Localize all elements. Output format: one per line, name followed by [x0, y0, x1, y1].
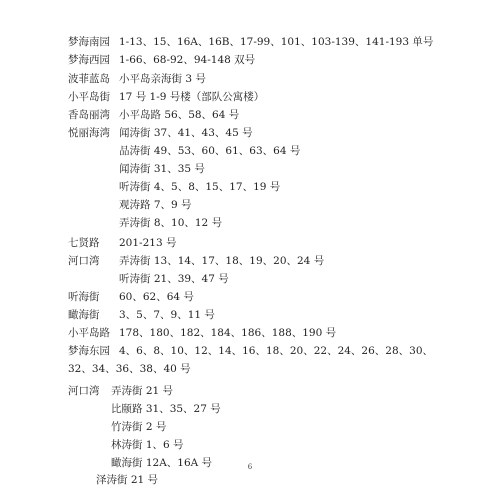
district-name: 香岛丽湾 [68, 109, 110, 121]
district-name: 七贤路 [68, 237, 100, 249]
address-range: 3、5、7、9、11 号 [119, 309, 215, 321]
address-range: 32、34、36、38、40 号 [68, 363, 191, 375]
district-name: 河口湾 [68, 385, 100, 397]
address-range: 林涛街 1、6 号 [111, 439, 184, 451]
district-name: 波菲蓝岛 [68, 73, 110, 85]
address-range: 比颐路 31、35、27 号 [111, 403, 221, 415]
address-range: 小平岛亲海街 3 号 [119, 73, 206, 85]
address-range: 60、62、64 号 [119, 291, 194, 303]
address-range: 弄涛街 13、14、17、18、19、20、24 号 [119, 255, 325, 267]
district-name: 悦丽海湾 [68, 127, 110, 139]
address-range: 小平岛路 56、58、64 号 [119, 109, 240, 121]
district-name: 梦海西园 [68, 54, 110, 66]
district-name: 小平岛路 [68, 327, 110, 339]
address-range: 观涛路 7、9 号 [119, 199, 192, 211]
address-range: 瞰海街 12A、16A 号 [111, 457, 213, 469]
address-range: 弄涛街 8、10、12 号 [119, 217, 223, 229]
address-range: 201-213 号 [119, 237, 177, 249]
page-number: 6 [247, 463, 253, 471]
address-range: 1-66、68-92、94-148 双号 [119, 54, 256, 66]
address-range: 泽涛街 21 号 [96, 474, 159, 486]
address-range: 竹涛街 2 号 [111, 421, 167, 433]
district-name: 瞰海街 [68, 309, 100, 321]
address-range: 弄涛街 21 号 [111, 385, 174, 397]
district-name: 梦海南园 [68, 36, 110, 48]
address-range: 178、180、182、184、186、188、190 号 [119, 327, 337, 339]
address-range: 听涛街 21、39、47 号 [119, 273, 229, 285]
address-range: 1-13、15、16A、16B、17-99、101、103-139、141-193 单号 [119, 36, 434, 48]
address-range: 听涛街 4、5、8、15、17、19 号 [119, 181, 281, 193]
address-range: 闻涛街 37、41、43、45 号 [119, 127, 253, 139]
district-name: 梦海东园 [68, 345, 110, 357]
address-range: 4、6、8、10、12、14、16、18、20、22、24、26、28、30、 [119, 345, 434, 357]
district-name: 河口湾 [68, 255, 100, 267]
district-name: 小平岛街 [68, 91, 110, 103]
address-range: 闻涛街 31、35 号 [119, 163, 205, 175]
address-range: 17 号 1-9 号楼（部队公寓楼） [119, 91, 265, 103]
address-range: 品涛街 49、53、60、61、63、64 号 [119, 145, 301, 157]
district-name: 听海街 [68, 291, 100, 303]
